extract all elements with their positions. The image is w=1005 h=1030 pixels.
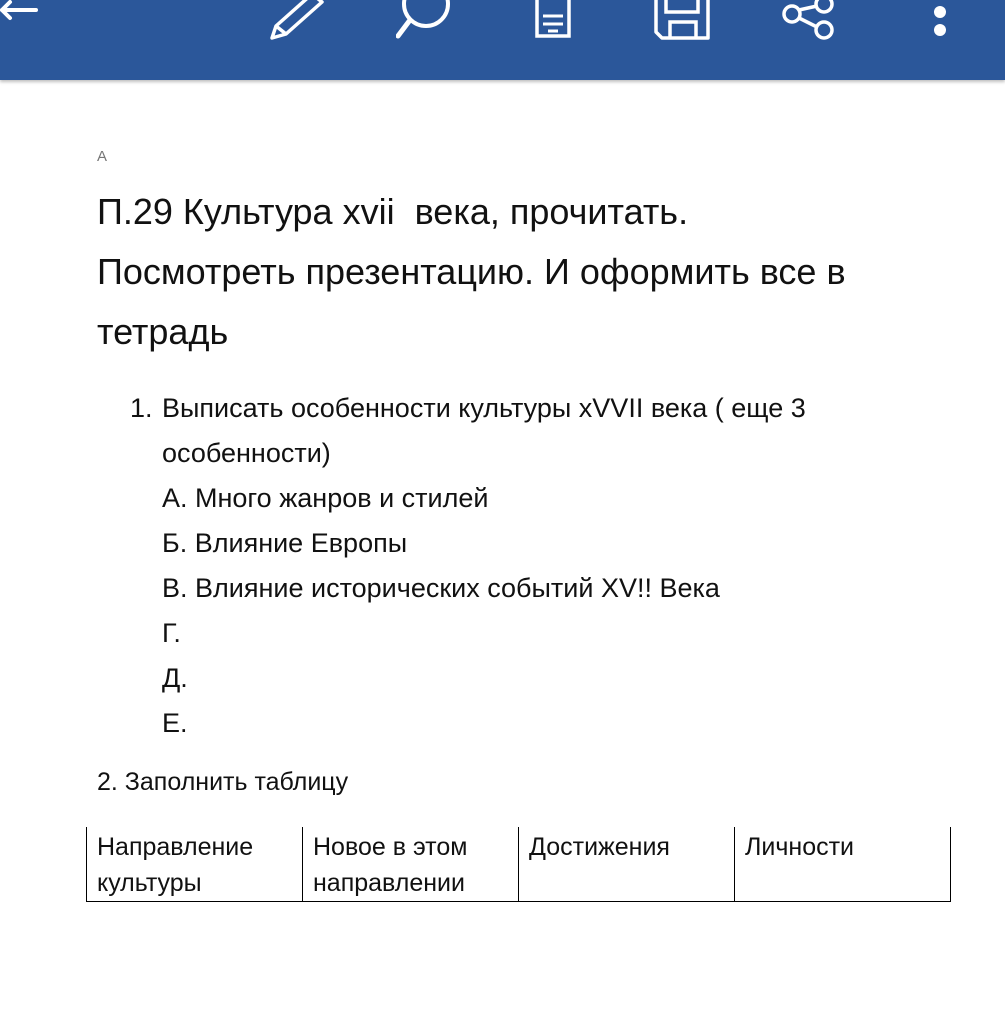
save-icon[interactable] bbox=[652, 0, 714, 42]
cell-line: Направление bbox=[97, 833, 254, 861]
share-icon[interactable] bbox=[780, 0, 842, 42]
task-list-item-1 bbox=[130, 386, 910, 746]
table-cell[interactable] bbox=[735, 827, 951, 902]
reading-view-icon[interactable] bbox=[532, 0, 574, 42]
table-cell[interactable] bbox=[519, 827, 735, 902]
list-line: Г. bbox=[162, 618, 181, 648]
cell-line: направлении bbox=[313, 869, 465, 897]
search-icon[interactable] bbox=[396, 0, 456, 42]
table-cell[interactable] bbox=[87, 827, 303, 902]
back-arrow-icon[interactable] bbox=[0, 0, 40, 40]
list-line: Б. Влияние Европы bbox=[162, 528, 408, 558]
style-label: A bbox=[97, 148, 108, 165]
list-line: В. Влияние исторических событий XV!! Века bbox=[162, 573, 720, 603]
title-line: тетрадь bbox=[97, 311, 229, 352]
list-line: Е. bbox=[162, 708, 188, 738]
cell-line: культуры bbox=[97, 869, 202, 897]
list-item-body bbox=[162, 386, 910, 746]
list-line: Выписать особенности культуры xVVII века ( еще 3 bbox=[162, 393, 806, 423]
cell-line: Новое в этом bbox=[313, 833, 468, 861]
more-icon[interactable] bbox=[926, 0, 954, 42]
list-line: А. Много жанров и стилей bbox=[162, 483, 489, 513]
table-header-row bbox=[87, 827, 951, 902]
task-list-item-2: 2. Заполнить таблицу bbox=[97, 768, 349, 796]
pencil-icon[interactable] bbox=[266, 0, 326, 42]
list-number: 1. bbox=[130, 393, 153, 423]
title-line: Посмотреть презентацию. И оформить все в bbox=[97, 251, 846, 292]
app-toolbar bbox=[0, 0, 1005, 80]
list-line: особенности) bbox=[162, 438, 331, 468]
fill-in-table bbox=[86, 827, 951, 902]
cell-line: Личности bbox=[745, 833, 855, 861]
title-line: П.29 Культура xvii века, прочитать. bbox=[97, 191, 689, 232]
table-cell[interactable] bbox=[303, 827, 519, 902]
list-line: Д. bbox=[162, 663, 188, 693]
document-title bbox=[97, 182, 977, 362]
cell-line: Достижения bbox=[529, 833, 670, 861]
